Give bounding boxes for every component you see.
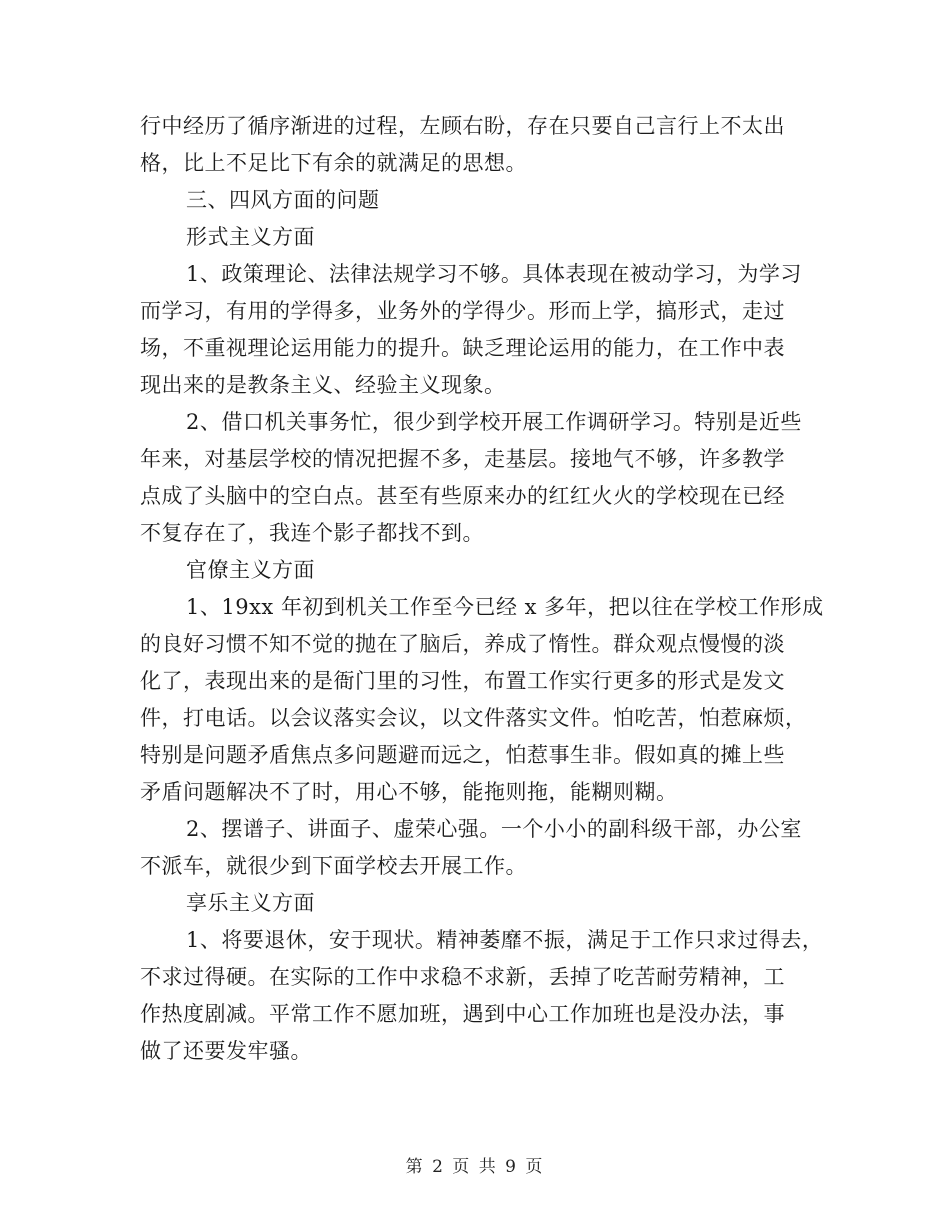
body-text-line: 2、摆谱子、讲面子、虚荣心强。一个小小的副科级干部，办公室: [186, 817, 802, 841]
body-text-line: 做了还要发牢骚。: [140, 1039, 312, 1063]
body-text-line: 矛盾问题解决不了时，用心不够，能拖则拖，能糊则糊。: [140, 780, 678, 804]
body-text-line: 不求过得硬。在实际的工作中求稳不求新，丢掉了吃苦耐劳精神，工: [140, 965, 785, 989]
subsection-heading: 形式主义方面: [186, 225, 315, 249]
page-number-footer: 第 2 页 共 9 页: [405, 1157, 545, 1177]
subsection-heading: 官僚主义方面: [186, 558, 315, 582]
body-text-line: 特别是问题矛盾焦点多问题避而远之，怕惹事生非。假如真的摊上些: [140, 743, 785, 767]
body-text-line: 格，比上不足比下有余的就满足的思想。: [140, 151, 527, 175]
body-text-line: 1、将要退休，安于现状。精神萎靡不振，满足于工作只求过得去，: [186, 928, 824, 952]
body-text-line: 年来，对基层学校的情况把握不多，走基层。接地气不够，许多教学: [140, 447, 785, 471]
body-text-line: 点成了头脑中的空白点。甚至有些原来办的红红火火的学校现在已经: [140, 484, 785, 508]
body-text-line: 化了，表现出来的是衙门里的习性，布置工作实行更多的形式是发文: [140, 669, 785, 693]
section-heading: 三、四风方面的问题: [186, 188, 380, 212]
body-text-line: 场，不重视理论运用能力的提升。缺乏理论运用的能力，在工作中表: [140, 336, 785, 360]
body-text-line: 1、政策理论、法律法规学习不够。具体表现在被动学习，为学习: [186, 262, 802, 286]
body-text-line: 不派车，就很少到下面学校去开展工作。: [140, 854, 527, 878]
body-text-line: 而学习，有用的学得多，业务外的学得少。形而上学，搞形式，走过: [140, 299, 785, 323]
body-text-line: 行中经历了循序渐进的过程，左顾右盼，存在只要自己言行上不太出: [140, 114, 785, 138]
body-text-line: 作热度剧减。平常工作不愿加班，遇到中心工作加班也是没办法，事: [140, 1002, 785, 1026]
body-text-line: 不复存在了，我连个影子都找不到。: [140, 521, 484, 545]
body-text-line: 现出来的是教条主义、经验主义现象。: [140, 373, 506, 397]
body-text-line: 2、借口机关事务忙，很少到学校开展工作调研学习。特别是近些: [186, 410, 802, 434]
subsection-heading: 享乐主义方面: [186, 891, 315, 915]
body-text-line: 1、19xx 年初到机关工作至今已经 x 多年，把以往在学校工作形成: [186, 595, 824, 619]
body-text-line: 的良好习惯不知不觉的抛在了脑后，养成了惰性。群众观点慢慢的淡: [140, 632, 785, 656]
body-text-line: 件，打电话。以会议落实会议，以文件落实文件。怕吃苦，怕惹麻烦，: [140, 706, 807, 730]
